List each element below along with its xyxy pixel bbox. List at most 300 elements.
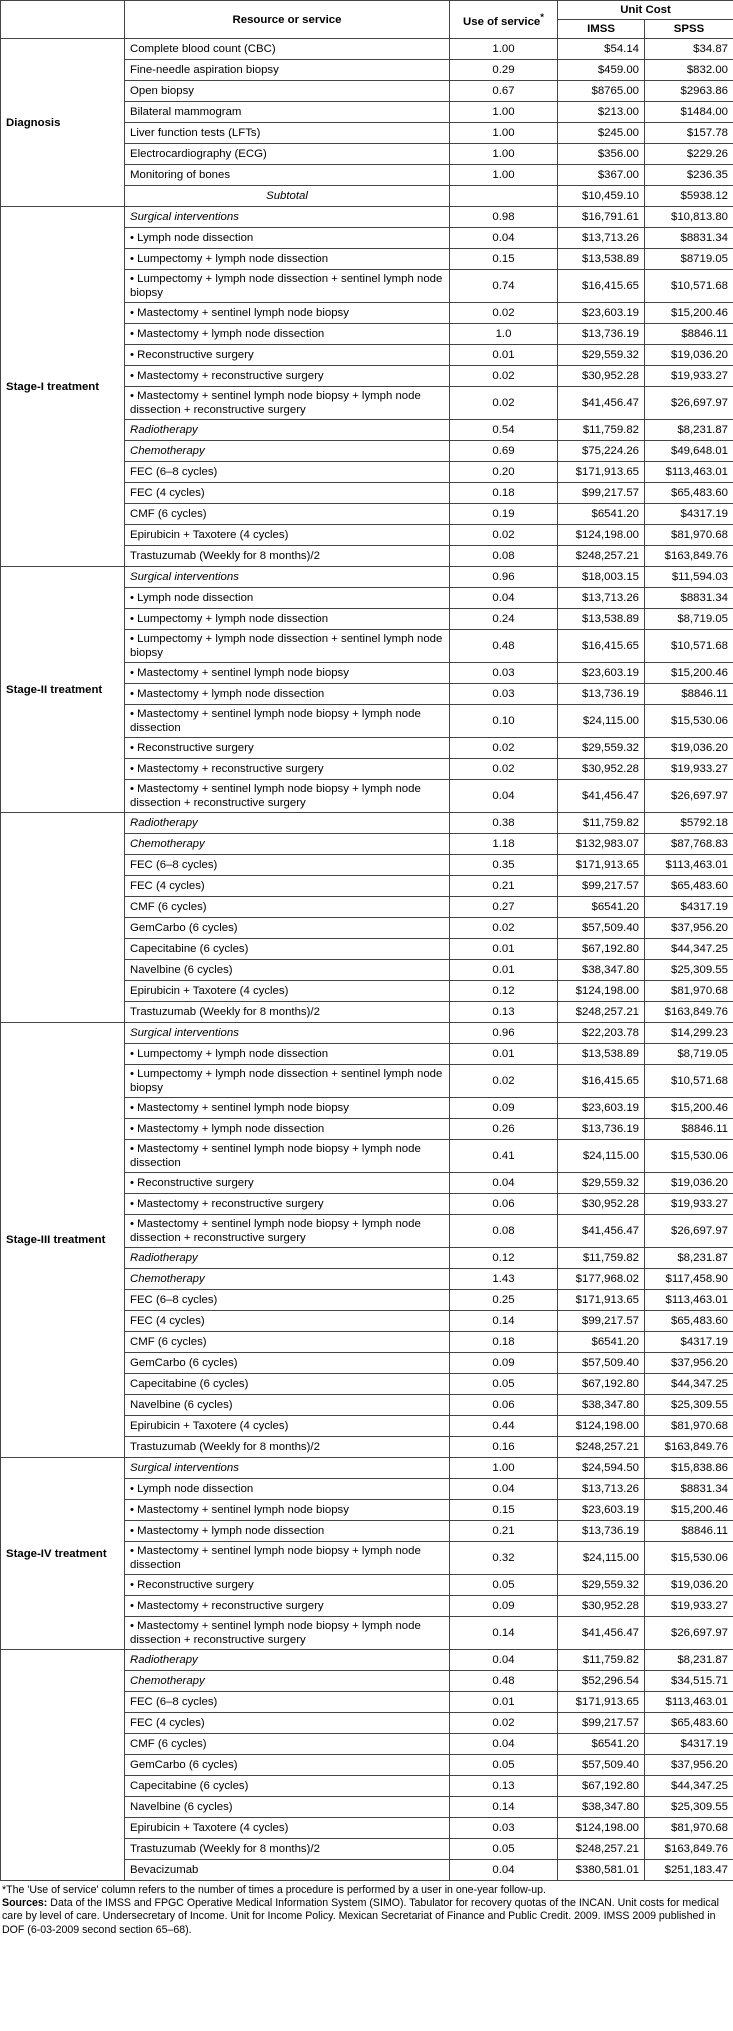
imss-cost-cell: $52,296.54 [558,1671,645,1692]
use-of-service-cell: 0.13 [450,1776,558,1797]
spss-cost-cell: $10,571.68 [645,1065,733,1098]
header-use-label: Use of service [463,15,541,28]
spss-cost-cell: $10,813.80 [645,207,733,228]
resource-cell: FEC (6–8 cycles) [125,1290,450,1311]
use-of-service-cell: 0.13 [450,1002,558,1023]
footnote-sources [2,1897,731,1937]
spss-cost-cell: $4317.19 [645,897,733,918]
imss-cost-cell: $54.14 [558,39,645,60]
spss-cost-cell: $26,697.97 [645,1215,733,1248]
spss-cost-cell: $19,933.27 [645,759,733,780]
resource-cell: • Reconstructive surgery [125,345,450,366]
resource-cell: Surgical interventions [125,1458,450,1479]
resource-cell: Chemotherapy [125,1671,450,1692]
imss-cost-cell: $245.00 [558,123,645,144]
resource-cell: Trastuzumab (Weekly for 8 months)/2 [125,546,450,567]
use-of-service-cell: 0.02 [450,525,558,546]
use-of-service-cell: 0.05 [450,1575,558,1596]
use-of-service-cell: 0.01 [450,960,558,981]
table-row [1,1650,733,1671]
spss-cost-cell: $44,347.25 [645,939,733,960]
use-of-service-cell: 0.96 [450,1023,558,1044]
resource-cell: • Reconstructive surgery [125,1173,450,1194]
use-of-service-cell: 0.09 [450,1098,558,1119]
spss-cost-cell: $1484.00 [645,102,733,123]
resource-cell: • Lymph node dissection [125,228,450,249]
resource-cell: Navelbine (6 cycles) [125,1395,450,1416]
resource-cell: FEC (4 cycles) [125,483,450,504]
imss-cost-cell: $124,198.00 [558,1416,645,1437]
resource-cell: • Lumpectomy + lymph node dissection + sentinel lymph node biopsy [125,270,450,303]
spss-cost-cell: $5938.12 [645,186,733,207]
use-of-service-cell: 0.02 [450,738,558,759]
imss-cost-cell: $41,456.47 [558,387,645,420]
imss-cost-cell: $38,347.80 [558,1797,645,1818]
resource-cell: • Lymph node dissection [125,588,450,609]
spss-cost-cell: $15,200.46 [645,1098,733,1119]
use-of-service-cell: 0.15 [450,249,558,270]
imss-cost-cell: $57,509.40 [558,918,645,939]
spss-cost-cell: $8,719.05 [645,609,733,630]
use-of-service-cell: 0.26 [450,1119,558,1140]
imss-cost-cell: $6541.20 [558,897,645,918]
imss-cost-cell: $23,603.19 [558,663,645,684]
header-section-blank [1,1,125,39]
spss-cost-cell: $34.87 [645,39,733,60]
resource-cell: • Lumpectomy + lymph node dissection + sentinel lymph node biopsy [125,630,450,663]
imss-cost-cell: $11,759.82 [558,1248,645,1269]
use-of-service-cell: 1.0 [450,324,558,345]
resource-cell: FEC (4 cycles) [125,1713,450,1734]
spss-cost-cell: $11,594.03 [645,567,733,588]
sources-text: Data of the IMSS and FPGC Operative Medical Information System (SIMO). Tabulator for recovery quotas of the INCAN. Unit costs for medical care by level of care. Undersecretary of Income. Unit for Income Policy. Mexican Secretariat of Finance and Public Credit. 2009. IMSS 2009 published in DOF (6-03-2009 second section 65–68). [2,1897,719,1936]
imss-cost-cell: $13,538.89 [558,609,645,630]
header-resource: Resource or service [125,1,450,39]
use-of-service-cell: 0.38 [450,813,558,834]
spss-cost-cell: $49,648.01 [645,441,733,462]
resource-cell: • Mastectomy + sentinel lymph node biopsy [125,1098,450,1119]
imss-cost-cell: $41,456.47 [558,780,645,813]
spss-cost-cell: $26,697.97 [645,387,733,420]
resource-cell: • Mastectomy + sentinel lymph node biopsy + lymph node dissection + reconstructive surgery [125,780,450,813]
imss-cost-cell: $459.00 [558,60,645,81]
resource-cell: FEC (6–8 cycles) [125,1692,450,1713]
imss-cost-cell: $124,198.00 [558,525,645,546]
imss-cost-cell: $29,559.32 [558,1575,645,1596]
use-of-service-cell: 0.04 [450,588,558,609]
imss-cost-cell: $24,115.00 [558,705,645,738]
use-of-service-cell: 0.05 [450,1755,558,1776]
imss-cost-cell: $99,217.57 [558,483,645,504]
spss-cost-cell: $81,970.68 [645,1818,733,1839]
resource-cell: • Mastectomy + sentinel lymph node biopsy [125,303,450,324]
spss-cost-cell: $65,483.60 [645,483,733,504]
resource-cell: • Mastectomy + sentinel lymph node biopsy [125,1500,450,1521]
spss-cost-cell: $26,697.97 [645,1617,733,1650]
use-of-service-cell: 0.03 [450,684,558,705]
imss-cost-cell: $57,509.40 [558,1755,645,1776]
imss-cost-cell: $248,257.21 [558,1437,645,1458]
imss-cost-cell: $367.00 [558,165,645,186]
use-of-service-cell: 0.04 [450,1650,558,1671]
resource-cell: Chemotherapy [125,834,450,855]
section-heading: Stage-III treatment [1,1023,125,1458]
resource-cell: Monitoring of bones [125,165,450,186]
use-of-service-cell: 0.02 [450,918,558,939]
resource-cell: • Mastectomy + lymph node dissection [125,1119,450,1140]
imss-cost-cell: $38,347.80 [558,1395,645,1416]
imss-cost-cell: $11,759.82 [558,813,645,834]
imss-cost-cell: $67,192.80 [558,939,645,960]
imss-cost-cell: $30,952.28 [558,1596,645,1617]
imss-cost-cell: $8765.00 [558,81,645,102]
header-use-of-service [450,1,558,39]
use-of-service-cell: 0.05 [450,1374,558,1395]
table-row [1,813,733,834]
spss-cost-cell: $4317.19 [645,1332,733,1353]
imss-cost-cell: $16,415.65 [558,270,645,303]
resource-cell: • Mastectomy + sentinel lymph node biopsy + lymph node dissection [125,1542,450,1575]
use-of-service-cell: 0.12 [450,1248,558,1269]
resource-cell: • Reconstructive surgery [125,738,450,759]
use-of-service-cell: 0.15 [450,1500,558,1521]
use-of-service-cell: 0.24 [450,609,558,630]
use-of-service-cell: 0.04 [450,1734,558,1755]
resource-cell: Radiotherapy [125,420,450,441]
imss-cost-cell: $13,713.26 [558,588,645,609]
spss-cost-cell: $113,463.01 [645,1290,733,1311]
use-of-service-cell: 1.00 [450,102,558,123]
section-heading: Stage-I treatment [1,207,125,567]
spss-cost-cell: $26,697.97 [645,780,733,813]
spss-cost-cell: $8,719.05 [645,1044,733,1065]
use-of-service-cell: 0.54 [450,420,558,441]
sources-label: Sources: [2,1897,48,1910]
use-of-service-cell: 0.02 [450,387,558,420]
resource-cell: Surgical interventions [125,1023,450,1044]
use-of-service-cell: 0.69 [450,441,558,462]
use-of-service-cell: 0.09 [450,1353,558,1374]
spss-cost-cell: $19,933.27 [645,366,733,387]
spss-cost-cell: $8,231.87 [645,420,733,441]
use-of-service-cell: 0.06 [450,1194,558,1215]
resource-cell: • Mastectomy + reconstructive surgery [125,1194,450,1215]
use-of-service-cell: 0.29 [450,60,558,81]
spss-cost-cell: $81,970.68 [645,981,733,1002]
resource-cell: Subtotal [125,186,450,207]
resource-cell: Trastuzumab (Weekly for 8 months)/2 [125,1437,450,1458]
imss-cost-cell: $380,581.01 [558,1860,645,1881]
spss-cost-cell: $44,347.25 [645,1776,733,1797]
imss-cost-cell: $41,456.47 [558,1215,645,1248]
imss-cost-cell: $248,257.21 [558,1839,645,1860]
spss-cost-cell: $19,933.27 [645,1596,733,1617]
use-of-service-cell: 0.18 [450,483,558,504]
imss-cost-cell: $10,459.10 [558,186,645,207]
resource-cell: • Mastectomy + reconstructive surgery [125,1596,450,1617]
spss-cost-cell: $163,849.76 [645,1002,733,1023]
resource-cell: Epirubicin + Taxotere (4 cycles) [125,525,450,546]
use-of-service-cell: 0.32 [450,1542,558,1575]
spss-cost-cell: $44,347.25 [645,1374,733,1395]
header-unit-cost: Unit Cost [558,1,733,20]
use-of-service-cell: 0.05 [450,1839,558,1860]
resource-cell: • Mastectomy + lymph node dissection [125,324,450,345]
table-row [1,1458,733,1479]
use-of-service-cell: 0.67 [450,81,558,102]
table-body [1,39,733,1881]
resource-cell: • Lumpectomy + lymph node dissection [125,1044,450,1065]
resource-cell: CMF (6 cycles) [125,1332,450,1353]
resource-cell: • Mastectomy + sentinel lymph node biopsy [125,663,450,684]
header-imss: IMSS [558,20,645,39]
imss-cost-cell: $22,203.78 [558,1023,645,1044]
resource-cell: • Mastectomy + sentinel lymph node biopsy + lymph node dissection + reconstructive surgery [125,387,450,420]
spss-cost-cell: $251,183.47 [645,1860,733,1881]
spss-cost-cell: $25,309.55 [645,960,733,981]
spss-cost-cell: $10,571.68 [645,630,733,663]
imss-cost-cell: $67,192.80 [558,1374,645,1395]
spss-cost-cell: $117,458.90 [645,1269,733,1290]
use-of-service-cell: 1.00 [450,39,558,60]
imss-cost-cell: $171,913.65 [558,855,645,876]
use-of-service-cell: 1.43 [450,1269,558,1290]
table-row [1,1023,733,1044]
imss-cost-cell: $41,456.47 [558,1617,645,1650]
spss-cost-cell: $81,970.68 [645,525,733,546]
resource-cell: Capecitabine (6 cycles) [125,1374,450,1395]
resource-cell: • Mastectomy + sentinel lymph node biopsy + lymph node dissection + reconstructive surgery [125,1215,450,1248]
resource-cell: CMF (6 cycles) [125,504,450,525]
use-of-service-cell: 0.03 [450,663,558,684]
header-spss: SPSS [645,20,733,39]
imss-cost-cell: $6541.20 [558,1332,645,1353]
spss-cost-cell: $15,200.46 [645,303,733,324]
imss-cost-cell: $13,713.26 [558,228,645,249]
resource-cell: Electrocardiography (ECG) [125,144,450,165]
spss-cost-cell: $10,571.68 [645,270,733,303]
use-of-service-cell: 0.01 [450,1692,558,1713]
spss-cost-cell: $8846.11 [645,1521,733,1542]
header-use-footnote-mark: * [540,11,544,23]
use-of-service-cell: 0.04 [450,228,558,249]
resource-cell: • Lumpectomy + lymph node dissection + sentinel lymph node biopsy [125,1065,450,1098]
spss-cost-cell: $229.26 [645,144,733,165]
imss-cost-cell: $248,257.21 [558,546,645,567]
spss-cost-cell: $4317.19 [645,504,733,525]
use-of-service-cell: 1.00 [450,144,558,165]
imss-cost-cell: $13,736.19 [558,684,645,705]
use-of-service-cell: 1.00 [450,123,558,144]
imss-cost-cell: $13,736.19 [558,1521,645,1542]
use-of-service-cell: 0.27 [450,897,558,918]
use-of-service-cell: 0.41 [450,1140,558,1173]
use-of-service-cell: 1.18 [450,834,558,855]
use-of-service-cell: 0.21 [450,876,558,897]
table-footnotes [0,1881,733,1937]
section-heading: Stage-IV treatment [1,1458,125,1650]
imss-cost-cell: $24,115.00 [558,1140,645,1173]
resource-cell: Epirubicin + Taxotere (4 cycles) [125,1416,450,1437]
spss-cost-cell: $81,970.68 [645,1416,733,1437]
spss-cost-cell: $65,483.60 [645,1311,733,1332]
spss-cost-cell: $19,036.20 [645,738,733,759]
resource-cell: • Reconstructive surgery [125,1575,450,1596]
spss-cost-cell: $8719.05 [645,249,733,270]
imss-cost-cell: $171,913.65 [558,462,645,483]
imss-cost-cell: $67,192.80 [558,1776,645,1797]
resource-cell: GemCarbo (6 cycles) [125,1353,450,1374]
section-heading [1,813,125,1023]
resource-cell: CMF (6 cycles) [125,897,450,918]
spss-cost-cell: $87,768.83 [645,834,733,855]
use-of-service-cell: 0.02 [450,1065,558,1098]
use-of-service-cell: 0.96 [450,567,558,588]
resource-cell: Surgical interventions [125,207,450,228]
use-of-service-cell: 0.20 [450,462,558,483]
imss-cost-cell: $29,559.32 [558,738,645,759]
imss-cost-cell: $38,347.80 [558,960,645,981]
imss-cost-cell: $30,952.28 [558,366,645,387]
spss-cost-cell: $8,231.87 [645,1248,733,1269]
use-of-service-cell: 0.04 [450,780,558,813]
resource-cell: Bilateral mammogram [125,102,450,123]
use-of-service-cell: 0.18 [450,1332,558,1353]
use-of-service-cell: 0.12 [450,981,558,1002]
use-of-service-cell: 0.44 [450,1416,558,1437]
use-of-service-cell: 0.02 [450,303,558,324]
spss-cost-cell: $14,299.23 [645,1023,733,1044]
imss-cost-cell: $99,217.57 [558,1713,645,1734]
spss-cost-cell: $163,849.76 [645,1437,733,1458]
imss-cost-cell: $30,952.28 [558,1194,645,1215]
spss-cost-cell: $163,849.76 [645,546,733,567]
use-of-service-cell: 0.14 [450,1797,558,1818]
imss-cost-cell: $132,983.07 [558,834,645,855]
spss-cost-cell: $8846.11 [645,324,733,345]
resource-cell: • Mastectomy + sentinel lymph node biopsy + lymph node dissection + reconstructive surgery [125,1617,450,1650]
spss-cost-cell: $8831.34 [645,588,733,609]
use-of-service-cell: 0.02 [450,366,558,387]
resource-cell: Trastuzumab (Weekly for 8 months)/2 [125,1839,450,1860]
use-of-service-cell: 0.16 [450,1437,558,1458]
imss-cost-cell: $57,509.40 [558,1353,645,1374]
spss-cost-cell: $37,956.20 [645,1353,733,1374]
imss-cost-cell: $18,003.15 [558,567,645,588]
spss-cost-cell: $25,309.55 [645,1797,733,1818]
resource-cell: Navelbine (6 cycles) [125,960,450,981]
spss-cost-cell: $2963.86 [645,81,733,102]
use-of-service-cell: 0.02 [450,1713,558,1734]
imss-cost-cell: $13,736.19 [558,324,645,345]
imss-cost-cell: $24,594.50 [558,1458,645,1479]
use-of-service-cell [450,186,558,207]
footnote-use-of-service: *The 'Use of service' column refers to the number of times a procedure is performed by a user in one-year follow-up. [2,1884,546,1896]
imss-cost-cell: $16,791.61 [558,207,645,228]
imss-cost-cell: $16,415.65 [558,630,645,663]
spss-cost-cell: $25,309.55 [645,1395,733,1416]
use-of-service-cell: 0.09 [450,1596,558,1617]
imss-cost-cell: $11,759.82 [558,420,645,441]
spss-cost-cell: $832.00 [645,60,733,81]
use-of-service-cell: 0.14 [450,1311,558,1332]
imss-cost-cell: $16,415.65 [558,1065,645,1098]
spss-cost-cell: $8846.11 [645,1119,733,1140]
resource-cell: Capecitabine (6 cycles) [125,939,450,960]
spss-cost-cell: $34,515.71 [645,1671,733,1692]
resource-cell: • Lumpectomy + lymph node dissection [125,609,450,630]
use-of-service-cell: 0.10 [450,705,558,738]
spss-cost-cell: $113,463.01 [645,855,733,876]
use-of-service-cell: 0.48 [450,1671,558,1692]
use-of-service-cell: 0.19 [450,504,558,525]
spss-cost-cell: $19,036.20 [645,1173,733,1194]
spss-cost-cell: $15,200.46 [645,1500,733,1521]
resource-cell: Bevacizumab [125,1860,450,1881]
resource-cell: Radiotherapy [125,813,450,834]
spss-cost-cell: $4317.19 [645,1734,733,1755]
resource-cell: Epirubicin + Taxotere (4 cycles) [125,981,450,1002]
use-of-service-cell: 1.00 [450,1458,558,1479]
resource-cell: Chemotherapy [125,1269,450,1290]
table-row [1,567,733,588]
spss-cost-cell: $37,956.20 [645,918,733,939]
imss-cost-cell: $13,736.19 [558,1119,645,1140]
use-of-service-cell: 0.08 [450,546,558,567]
imss-cost-cell: $356.00 [558,144,645,165]
spss-cost-cell: $19,036.20 [645,1575,733,1596]
spss-cost-cell: $157.78 [645,123,733,144]
use-of-service-cell: 0.04 [450,1860,558,1881]
use-of-service-cell: 0.01 [450,1044,558,1065]
section-heading: Stage-II treatment [1,567,125,813]
spss-cost-cell: $8846.11 [645,684,733,705]
resource-cell: • Mastectomy + lymph node dissection [125,1521,450,1542]
spss-cost-cell: $19,036.20 [645,345,733,366]
resource-cell: • Lymph node dissection [125,1479,450,1500]
spss-cost-cell: $8831.34 [645,228,733,249]
resource-cell: FEC (6–8 cycles) [125,855,450,876]
spss-cost-cell: $113,463.01 [645,462,733,483]
imss-cost-cell: $6541.20 [558,1734,645,1755]
imss-cost-cell: $177,968.02 [558,1269,645,1290]
spss-cost-cell: $65,483.60 [645,1713,733,1734]
use-of-service-cell: 0.35 [450,855,558,876]
resource-cell: Capecitabine (6 cycles) [125,1776,450,1797]
imss-cost-cell: $23,603.19 [558,1098,645,1119]
spss-cost-cell: $65,483.60 [645,876,733,897]
resource-cell: Liver function tests (LFTs) [125,123,450,144]
resource-cell: Complete blood count (CBC) [125,39,450,60]
spss-cost-cell: $37,956.20 [645,1755,733,1776]
spss-cost-cell: $8831.34 [645,1479,733,1500]
resource-cell: FEC (4 cycles) [125,876,450,897]
use-of-service-cell: 0.02 [450,759,558,780]
use-of-service-cell: 0.01 [450,939,558,960]
resource-cell: • Mastectomy + reconstructive surgery [125,366,450,387]
use-of-service-cell: 0.14 [450,1617,558,1650]
spss-cost-cell: $15,530.06 [645,1542,733,1575]
imss-cost-cell: $29,559.32 [558,345,645,366]
imss-cost-cell: $13,538.89 [558,1044,645,1065]
resource-cell: Fine-needle aspiration biopsy [125,60,450,81]
use-of-service-cell: 0.03 [450,1818,558,1839]
spss-cost-cell: $15,530.06 [645,705,733,738]
spss-cost-cell: $19,933.27 [645,1194,733,1215]
resource-cell: GemCarbo (6 cycles) [125,918,450,939]
resource-cell: • Mastectomy + reconstructive surgery [125,759,450,780]
imss-cost-cell: $124,198.00 [558,981,645,1002]
